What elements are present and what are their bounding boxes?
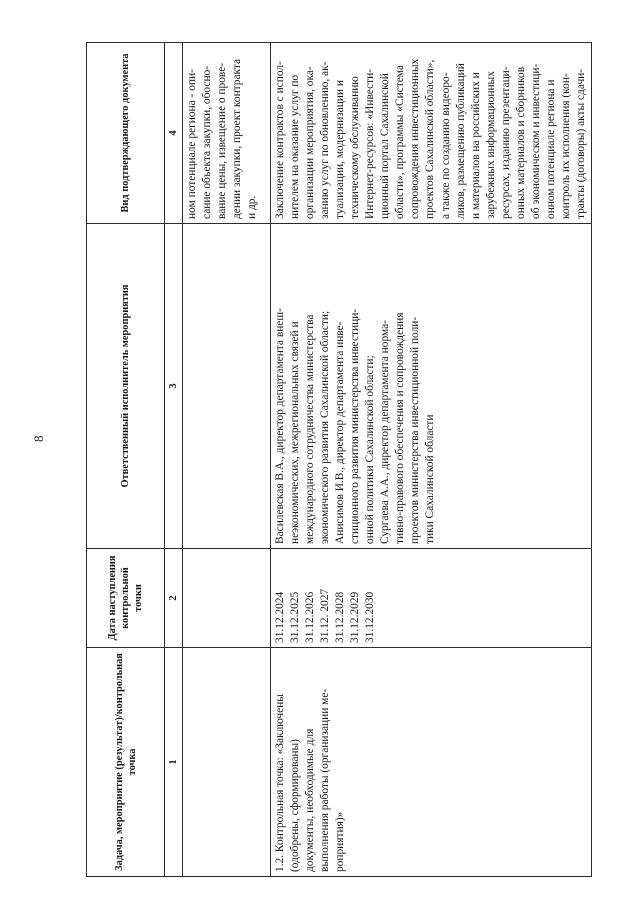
text-line: онной политики Сахалинской области;: [364, 355, 377, 544]
text-line: неэкономических, межрегиональных связей и: [289, 321, 302, 544]
text-line: и др.: [246, 195, 259, 219]
text-line: тивно-правового обеспечения и сопровождения: [394, 312, 407, 544]
header-document: Вид подтверждающего документа: [87, 43, 165, 224]
text-line: ном потенциале региона - опи-: [186, 69, 198, 219]
text-line: сопровождения инвестиционных: [409, 58, 422, 219]
text-line: и материалов на российских и: [469, 72, 482, 219]
text-line: тракты (договоры) акты сдачи-: [574, 68, 587, 219]
column-number-row: [165, 43, 183, 877]
text-line: онном потенциале региона и: [544, 79, 557, 219]
cell-responsible: [271, 224, 592, 549]
column-number: 4: [165, 43, 183, 224]
text-line: туализации, модернизации и: [334, 80, 347, 219]
cell-empty: [183, 648, 271, 877]
text-line: стиционного развития министерства инвестици-: [349, 308, 362, 544]
table-row: [271, 43, 592, 877]
header-task: Задача, мероприятие (результат)/контрольная точка: [87, 648, 165, 877]
cell-empty: [183, 549, 271, 648]
cell-dates: [271, 549, 592, 648]
date-line: 31.12.2030: [364, 591, 377, 643]
table-header-row: [87, 43, 165, 877]
text-line: зарубежных информационных: [484, 71, 497, 219]
text-line: сание объекта закупки, обосно-: [201, 65, 214, 219]
text-line: Интернет-ресурсов: «Инвести-: [364, 68, 377, 219]
text-line: вание цены, извещение о прове-: [216, 62, 229, 219]
text-line: проектов Сахалинской области»,: [424, 59, 437, 219]
text-line: организации мероприятия, ока-: [304, 66, 317, 219]
header-date: Дата наступления контрольной точки: [87, 549, 165, 648]
header-responsible: Ответственный исполнитель мероприятия: [87, 224, 165, 549]
text-line: ционный портал Сахалинской: [379, 73, 392, 219]
text-line: онных материалов и сборников: [514, 66, 527, 219]
rotated-page: [86, 43, 587, 877]
date-line: 31.12.2026: [304, 591, 317, 643]
text-line: ресурсах, изданию презентаци-: [499, 66, 512, 219]
text-line: проектов министерства инвестиционной поли-: [409, 316, 422, 544]
text-line: тики Сахалинской области: [424, 414, 437, 544]
date-line: 31.12.2029: [349, 591, 362, 643]
text-line: Сургаева А.А., директор департамента норма-: [379, 320, 392, 544]
table-row: [183, 43, 271, 877]
text-line: об экономическом и инвестици-: [529, 63, 542, 219]
text-line: техническому обслуживанию: [349, 76, 362, 219]
column-number: 1: [165, 648, 183, 877]
cell-empty: [183, 224, 271, 549]
text-line: дении закупки, проект контракта: [231, 58, 244, 219]
text-line: (одобрены, сформированы): [289, 739, 302, 872]
date-line: 31.12.2024: [274, 591, 286, 643]
date-line: 31.12.2025: [289, 591, 302, 643]
date-line: 31.12.2028: [334, 591, 347, 643]
text-line: ликов, размещению публикаций: [454, 63, 467, 219]
text-line: роприятия)»: [334, 811, 347, 872]
text-line: экономического развития Сахалинской области;: [319, 310, 332, 544]
text-line: Заключение контрактов с испол-: [274, 61, 286, 219]
text-line: международного сотрудничества министерства: [304, 314, 317, 544]
page-number: 8: [31, 435, 46, 442]
text-line: Василевская В.А., директор департамента внеш-: [274, 308, 286, 544]
text-line: выполнения работы (организации ме-: [319, 688, 332, 872]
text-line: Анисимов И.В., директор департамента инве-: [334, 321, 347, 544]
text-line: а также по созданию видеоро-: [439, 72, 452, 219]
text-line: документы, необходимые для: [304, 728, 317, 872]
cell-document: [271, 43, 592, 224]
text-line: 1.2. Контрольная точка: «Заключены: [274, 694, 286, 872]
text-line: контроль их исполнения (кон-: [559, 73, 572, 219]
text-line: занию услуг по обновлению, ак-: [319, 61, 332, 219]
text-line: области», программы «Система: [394, 65, 407, 219]
column-number: 2: [165, 549, 183, 648]
cell-task: [271, 648, 592, 877]
date-line: 31.12. 2027: [319, 588, 332, 643]
control-points-table: [86, 42, 592, 877]
text-line: нителем на оказание услуг по: [289, 74, 302, 219]
column-number: 3: [165, 224, 183, 549]
cell-document-continued: [183, 43, 271, 224]
